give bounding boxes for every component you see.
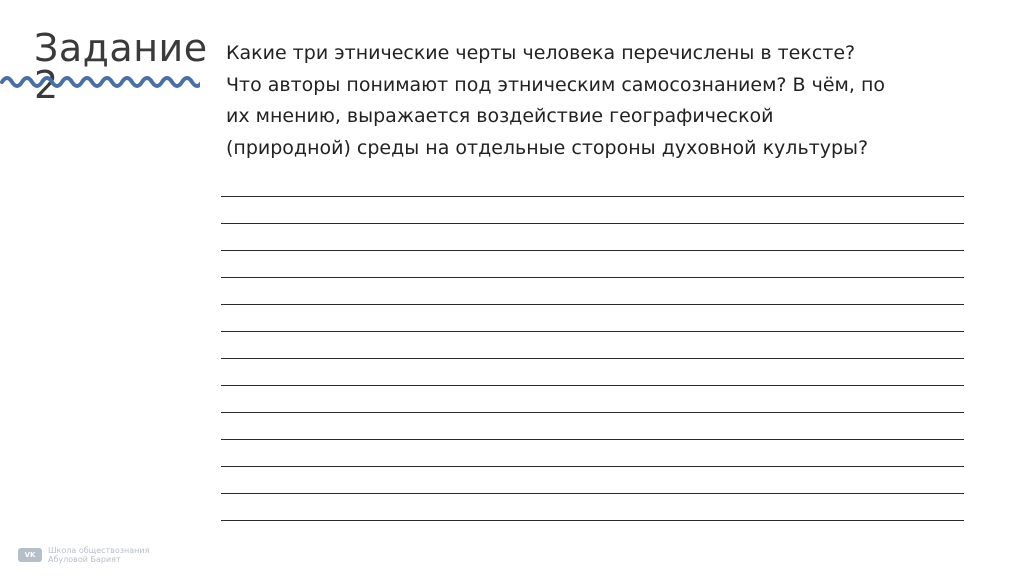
answer-line xyxy=(221,412,964,413)
vk-logo-icon: VK xyxy=(18,548,42,562)
answer-line xyxy=(221,358,964,359)
question-line: их мнению, выражается воздействие географической xyxy=(226,105,774,127)
answer-lines xyxy=(221,196,964,526)
question-line: Что авторы понимают под этническим самосознанием? В чём, по xyxy=(226,73,885,96)
footer-text xyxy=(48,546,149,564)
question-line: Какие три этнические черты человека перечислены в тексте? xyxy=(226,42,856,64)
answer-line xyxy=(221,385,964,386)
answer-line xyxy=(221,277,964,278)
question-text xyxy=(226,38,1006,164)
footer-logo xyxy=(18,546,149,564)
answer-line xyxy=(221,439,964,440)
answer-line xyxy=(221,304,964,305)
answer-line xyxy=(221,520,964,521)
wave-decoration-icon xyxy=(0,68,200,96)
answer-line xyxy=(221,466,964,467)
answer-line xyxy=(221,196,964,197)
answer-line xyxy=(221,331,964,332)
question-line: (природной) среды на отдельные стороны духовной культуры? xyxy=(226,136,869,159)
answer-line xyxy=(221,493,964,494)
task-title-word: Задание xyxy=(34,26,208,70)
footer-school-name: Школа обществознания xyxy=(48,546,150,555)
footer-author-name: Абуловой Барият xyxy=(48,555,121,564)
answer-line xyxy=(221,223,964,224)
wave-path xyxy=(2,78,200,86)
answer-line xyxy=(221,250,964,251)
task-title-number: 2 xyxy=(34,63,59,107)
